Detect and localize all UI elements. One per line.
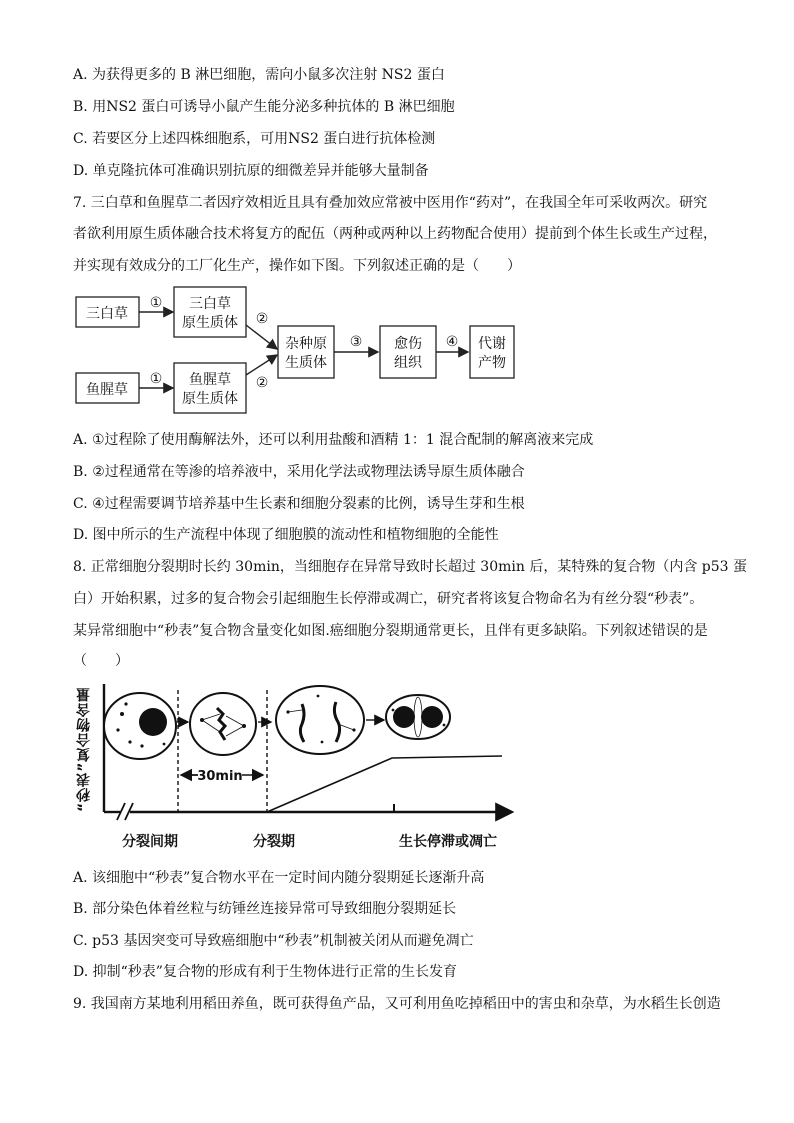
- product-label-l1: 代谢: [478, 336, 506, 352]
- q7-stem-line2: 者欲利用原生质体融合技术将复方的配伍（两种或两种以上药物配合使用）提前到个体生长或生产过程，: [73, 226, 717, 242]
- q7-option-b: B. ②过程通常在等渗的培养液中，采用化学法或物理法诱导原生质体融合: [73, 464, 525, 480]
- q8-option-d: D. 抑制“秒表”复合物的形成有利于生物体进行正常的生长发育: [73, 964, 457, 980]
- q7-option-c: C. ④过程需要调节培养基中生长素和细胞分裂素的比例，诱导生芽和生根: [73, 496, 525, 512]
- y-axis-label: “秒表”复合物含量: [76, 686, 92, 812]
- protoplast1-label-l2: 原生质体: [182, 315, 238, 331]
- callus-label-l1: 愈伤: [394, 336, 422, 352]
- protoplast2-label-l1: 鱼腥草: [189, 372, 231, 388]
- q8-option-b: B. 部分染色体着丝粒与纺锤丝连接异常可导致细胞分裂期延长: [73, 901, 457, 917]
- q8-stem-line3: 某异常细胞中“秒表”复合物含量变化如图.癌细胞分裂期通常更长，且伴有更多缺陷。下列叙述错误的是: [73, 623, 708, 639]
- plant2-label: 鱼腥草: [86, 382, 128, 398]
- cell-interphase: [104, 693, 176, 759]
- step2-top-label: ②: [255, 311, 269, 327]
- step4-label: ④: [445, 334, 459, 350]
- q8-stem-line2: 白）开始积累，过多的复合物会引起细胞生长停滞或凋亡，研究者将该复合物命名为有丝分裂“秒表”。: [73, 591, 704, 607]
- q7-option-a: A. ①过程除了使用酶解法外，还可以利用盐酸和酒精 1：1 混合配制的解离液来完成: [73, 432, 594, 448]
- q8-option-c: C. p53 基因突变可导致癌细胞中“秒表”机制被关闭从而避免凋亡: [73, 933, 474, 949]
- q6-option-c: C. 若要区分上述四株细胞系，可用NS2 蛋白进行抗体检测: [73, 131, 436, 147]
- q8-stem-line4: （ ）: [73, 653, 129, 669]
- q9-stem-line1: 9. 我国南方某地利用稻田养鱼，既可获得鱼产品，又可利用鱼吃掉稻田中的害虫和杂草，为水稻生长创造: [73, 996, 721, 1012]
- q8-stopwatch-figure: [70, 680, 530, 858]
- hybrid-label-l1: 杂种原: [285, 336, 327, 352]
- q6-option-b: B. 用NS2 蛋白可诱导小鼠产生能分泌多种抗体的 B 淋巴细胞: [73, 99, 455, 115]
- cell-metaphase: [190, 693, 256, 755]
- product-label-l2: 产物: [478, 355, 506, 371]
- q8-option-a: A. 该细胞中“秒表”复合物水平在一定时间内随分裂期延长逐渐升高: [73, 870, 485, 886]
- q7-option-d: D. 图中所示的生产流程中体现了细胞膜的流动性和植物细胞的全能性: [73, 527, 499, 543]
- span-label: 30min: [197, 769, 243, 784]
- q7-stem-line3: 并实现有效成分的工厂化生产，操作如下图。下列叙述正确的是（ ）: [73, 258, 521, 274]
- q6-option-a: A. 为获得更多的 B 淋巴细胞，需向小鼠多次注射 NS2 蛋白: [73, 67, 445, 83]
- protoplast1-label-l1: 三白草: [189, 296, 231, 312]
- cell-arrested: [386, 695, 450, 739]
- q8-stem-line1: 8. 正常细胞分裂期时长约 30min，当细胞存在异常导致时长超过 30min 后，某特殊的复合物（内含 p53 蛋: [73, 559, 748, 575]
- q6-option-d: D. 单克隆抗体可准确识别抗原的细微差异并能够大量制备: [73, 163, 429, 179]
- x-label-arrest: 生长停滞或凋亡: [399, 834, 497, 850]
- q7-flow-diagram: [70, 283, 530, 421]
- step1-top-label: ①: [149, 295, 163, 311]
- cell-prolonged-mitosis: [276, 686, 364, 754]
- q7-stem-line1: 7. 三白草和鱼腥草二者因疗效相近且具有叠加效应常被中医用作“药对”，在我国全年可采收两次。研究: [73, 195, 708, 211]
- x-label-interphase: 分裂间期: [122, 834, 178, 850]
- step1-bottom-label: ①: [149, 371, 163, 387]
- step3-label: ③: [349, 334, 363, 350]
- hybrid-label-l2: 生质体: [285, 355, 327, 371]
- callus-label-l2: 组织: [394, 355, 422, 371]
- plant1-label: 三白草: [86, 306, 128, 322]
- step2-bottom-label: ②: [255, 375, 269, 391]
- protoplast2-label-l2: 原生质体: [182, 391, 238, 407]
- x-label-mitosis: 分裂期: [253, 834, 295, 850]
- stopwatch-level-curve: [267, 756, 502, 812]
